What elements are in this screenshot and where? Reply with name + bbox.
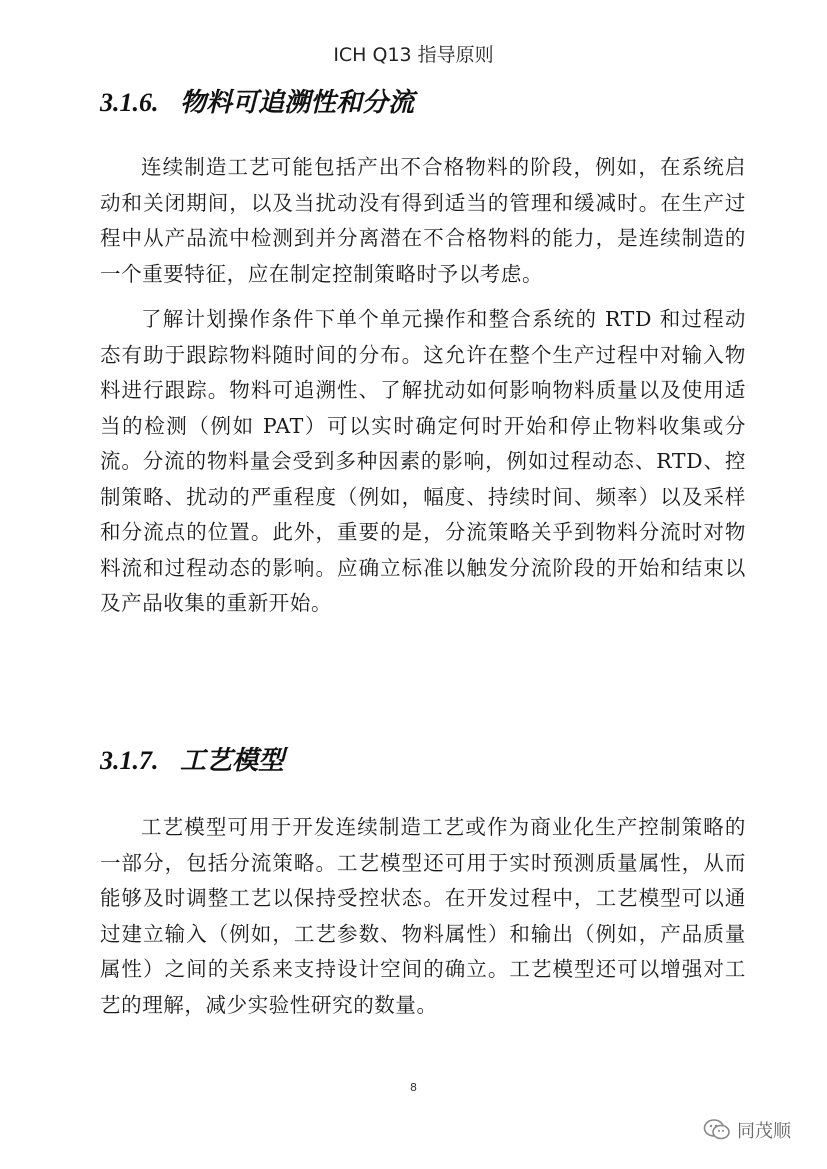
section-body-3-1-7	[100, 810, 746, 1033]
watermark-text: 同茂顺	[737, 1121, 791, 1142]
section-heading-3-1-7	[100, 740, 284, 777]
section-body-3-1-6	[100, 150, 746, 632]
paragraph: 工艺模型可用于开发连续制造工艺或作为商业化生产控制策略的一部分，包括分流策略。工艺模型还可用于实时预测质量属性，从而能够及时调整工艺以保持受控状态。在开发过程中，工艺模型可以通过建立输入（例如，工艺参数、物料属性）和输出（例如，产品质量属性）之间的关系来支持设计空间的确立。工艺模型还可以增强对工艺的理解，减少实验性研究的数量。	[100, 815, 746, 1017]
paragraph: 了解计划操作条件下单个单元操作和整合系统的 RTD 和过程动态有助于跟踪物料随时间的分布。这允许在整个生产过程中对输入物料进行跟踪。物料可追溯性、了解扰动如何影响物料质量以及使用适当的检测（例如 PAT）可以实时确定何时开始和停止物料收集或分流。分流的物料量会受到多种因素的影响，例如过程动态、RTD、控制策略、扰动的严重程度（例如，幅度、持续时间、频率）以及采样和分流点的位置。此外，重要的是，分流策略关乎到物料分流时对物料流和过程动态的影响。应确立标准以触发分流阶段的开始和结束以及产品收集的重新开始。	[100, 307, 746, 615]
paragraph: 连续制造工艺可能包括产出不合格物料的阶段，例如，在系统启动和关闭期间，以及当扰动没有得到适当的管理和缓减时。在生产过程中从产品流中检测到并分离潜在不合格物料的能力，是连续制造的一个重要特征，应在制定控制策略时予以考虑。	[100, 155, 746, 286]
section-heading-3-1-6	[100, 82, 414, 119]
section-title: 工艺模型	[180, 746, 285, 776]
wechat-icon	[703, 1118, 731, 1142]
section-number: 3.1.6.	[100, 88, 159, 117]
watermark	[703, 1117, 791, 1143]
section-title: 物料可追溯性和分流	[180, 88, 415, 118]
page-number: 8	[410, 1081, 417, 1094]
section-number: 3.1.7.	[100, 746, 159, 775]
running-header: ICH Q13 指导原则	[333, 44, 494, 66]
